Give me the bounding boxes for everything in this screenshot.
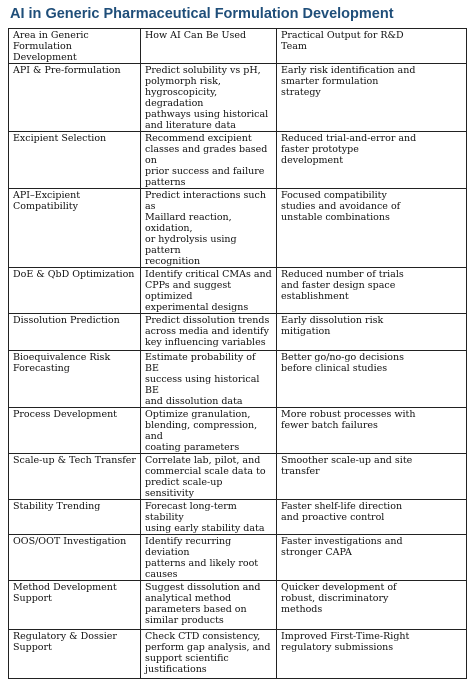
table-row [9, 535, 467, 581]
ai-use-cell: Correlate lab, pilot, and commercial scale data to predict scale-up sensitivity [141, 454, 277, 500]
output-cell: Focused compatibility studies and avoidance of unstable combinations [277, 189, 467, 268]
table-row [9, 268, 467, 314]
header-ai-use: How AI Can Be Used [141, 29, 277, 64]
area-cell: Scale-up & Tech Transfer [9, 454, 141, 500]
area-cell: Process Development [9, 408, 141, 454]
table-row [9, 454, 467, 500]
table-header-row [9, 29, 467, 64]
table-row [9, 500, 467, 535]
output-cell: Reduced trial-and-error and faster prototype development [277, 132, 467, 189]
area-cell: Regulatory & Dossier Support [9, 630, 141, 679]
output-cell: Faster shelf-life direction and proactive control [277, 500, 467, 535]
table-row [9, 64, 467, 132]
ai-formulation-table [8, 28, 467, 679]
table-row [9, 132, 467, 189]
ai-use-cell: Predict dissolution trends across media and identify key influencing variables [141, 314, 277, 351]
ai-use-cell: Identify recurring deviation patterns and likely root causes [141, 535, 277, 581]
header-output: Practical Output for R&D Team [277, 29, 467, 64]
header-area: Area in Generic Formulation Development [9, 29, 141, 64]
table-row [9, 408, 467, 454]
output-cell: More robust processes with fewer batch failures [277, 408, 467, 454]
area-cell: DoE & QbD Optimization [9, 268, 141, 314]
document-title: AI in Generic Pharmaceutical Formulation Development [10, 6, 394, 22]
ai-use-cell: Suggest dissolution and analytical method parameters based on similar products [141, 581, 277, 630]
table-row [9, 630, 467, 679]
table-row [9, 581, 467, 630]
ai-use-cell: Recommend excipient classes and grades based on prior success and failure patterns [141, 132, 277, 189]
area-cell: Excipient Selection [9, 132, 141, 189]
ai-use-cell: Predict interactions such as Maillard reaction, oxidation, or hydrolysis using pattern recognition [141, 189, 277, 268]
table-row [9, 351, 467, 408]
output-cell: Early dissolution risk mitigation [277, 314, 467, 351]
output-cell: Quicker development of robust, discriminatory methods [277, 581, 467, 630]
table-row [9, 189, 467, 268]
area-cell: Method Development Support [9, 581, 141, 630]
area-cell: API–Excipient Compatibility [9, 189, 141, 268]
output-cell: Smoother scale-up and site transfer [277, 454, 467, 500]
area-cell: API & Pre-formulation [9, 64, 141, 132]
area-cell: Bioequivalence Risk Forecasting [9, 351, 141, 408]
ai-use-cell: Forecast long-term stability using early stability data [141, 500, 277, 535]
area-cell: OOS/OOT Investigation [9, 535, 141, 581]
output-cell: Reduced number of trials and faster design space establishment [277, 268, 467, 314]
ai-use-cell: Estimate probability of BE success using historical BE and dissolution data [141, 351, 277, 408]
area-cell: Stability Trending [9, 500, 141, 535]
output-cell: Better go/no-go decisions before clinical studies [277, 351, 467, 408]
area-cell: Dissolution Prediction [9, 314, 141, 351]
output-cell: Improved First-Time-Right regulatory submissions [277, 630, 467, 679]
output-cell: Faster investigations and stronger CAPA [277, 535, 467, 581]
ai-use-cell: Check CTD consistency, perform gap analysis, and support scientific justifications [141, 630, 277, 679]
ai-use-cell: Predict solubility vs pH, polymorph risk, hygroscopicity, degradation pathways using historical and literature data [141, 64, 277, 132]
ai-use-cell: Identify critical CMAs and CPPs and suggest optimized experimental designs [141, 268, 277, 314]
table-row [9, 314, 467, 351]
output-cell: Early risk identification and smarter formulation strategy [277, 64, 467, 132]
ai-use-cell: Optimize granulation, blending, compression, and coating parameters [141, 408, 277, 454]
